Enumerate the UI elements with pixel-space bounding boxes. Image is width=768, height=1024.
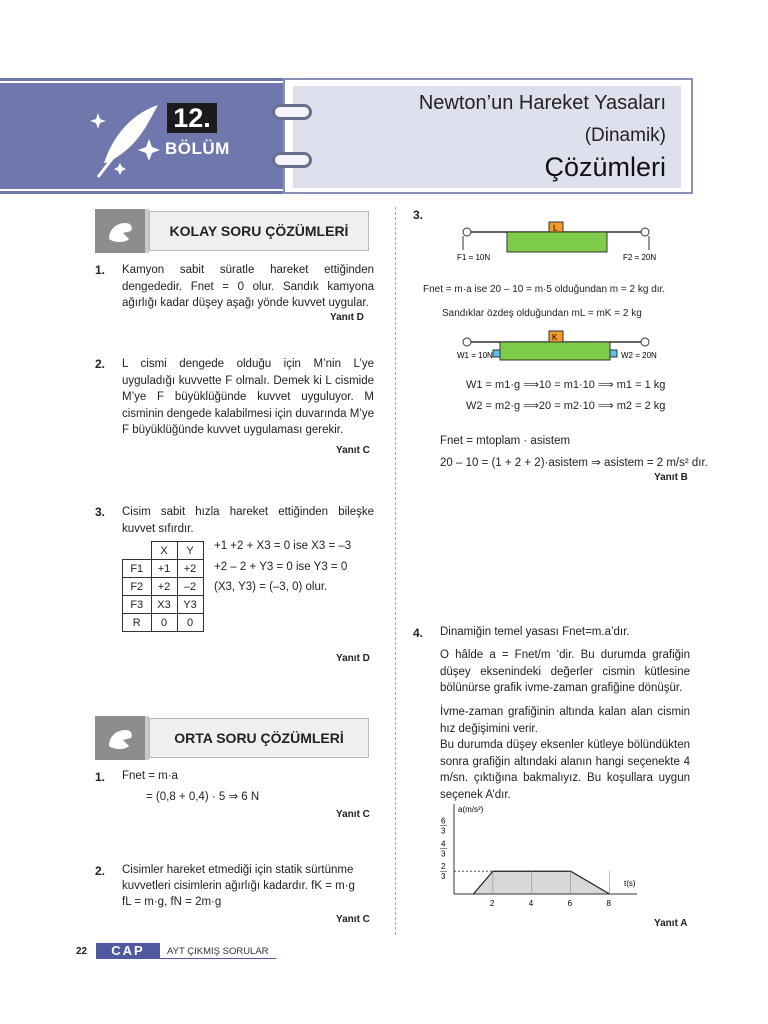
table-cell: R	[123, 614, 152, 632]
table-header: Y	[177, 542, 203, 560]
right-q4-l2: O hâlde a = Fnet/m ‘dir. Bu durumda grafiğin düşey eksenindeki değerler cismin kütlesine bölünürse grafik ivme-zaman grafiğine dönüşür.	[440, 649, 690, 694]
right-q3-eq6: 20 – 10 = (1 + 2 + 2)·asistem ⇒ asistem = 2 m/s² dır.	[440, 457, 708, 469]
hand-icon	[95, 716, 145, 760]
medium-q2-line3: fL = m·g, fN = 2m·g	[122, 896, 222, 908]
x-tick-label: 2	[489, 899, 495, 908]
table-cell: X3	[151, 596, 177, 614]
footer-rule	[96, 958, 276, 959]
header-band	[0, 83, 283, 189]
right-q3-eq3: W1 = m1·g ⟹10 = m1·10 ⟹ m1 = 1 kg	[466, 379, 666, 391]
right-q3-answer: Yanıt B	[654, 472, 688, 483]
easy-q3-eq2: +2 – 2 + Y3 = 0 ise Y3 = 0	[214, 561, 348, 573]
w1-label: W1 = 10N	[457, 351, 493, 360]
easy-q3-eq3: (X3, Y3) = (–3, 0) olur.	[214, 581, 328, 593]
table-cell: F1	[123, 560, 152, 578]
right-q3-eq2: Sandıklar özdeş olduğundan mL = mK = 2 kg	[442, 308, 642, 319]
x-tick-label: 6	[567, 899, 573, 908]
easy-section-header	[95, 209, 373, 253]
easy-q3-text: Cisim sabit hızla hareket ettiğinden bileşke kuvvet sıfırdır.	[122, 506, 374, 535]
page-subtitle: (Dinamik)	[584, 125, 666, 146]
x-tick-label: 8	[606, 899, 612, 908]
easy-q2-text: L cismi dengede olduğu için M’nin L’ye uyguladığı kuvvette F olmalı. Demek ki L cismide M’ye F büyüklüğünde kuvvet uyguluyor. M cisminin dengede kalabilmesi için duvarında M’ye F büyüklüğünde kuvvet uygulaması gerekir.	[122, 358, 374, 436]
right-q4-l3: İvme-zaman grafiğinin altında kalan alan cismin hız değişimini verir.	[440, 706, 690, 735]
f1-label: F1 = 10N	[457, 253, 491, 262]
table-cell: Y3	[177, 596, 203, 614]
easy-section-title: KOLAY SORU ÇÖZÜMLERİ	[149, 211, 369, 251]
easy-q1-text: Kamyon sabit süratle hareket ettiğinden dengededir. Fnet = 0 olur. Sandık kamyona ağırlığı kadar düşey aşağı yönde kuvvet uygular.	[122, 264, 374, 309]
x-tick-label: 4	[528, 899, 534, 908]
box-l-label: L	[553, 223, 558, 233]
force-table	[122, 541, 204, 632]
pulley-diagram-1	[455, 218, 665, 266]
table-cell	[123, 542, 152, 560]
question-number: 2.	[95, 864, 106, 878]
f2-label: F2 = 20N	[623, 253, 657, 262]
right-q3-eq1: Fnet = m·a ise 20 – 10 = m·5 olduğundan m = 2 kg dır.	[423, 284, 666, 295]
section-icon	[95, 209, 145, 253]
box-k-label: K	[552, 333, 558, 342]
right-q3-eq4: W2 = m2·g ⟹20 = m2·10 ⟹ m2 = 2 kg	[466, 400, 666, 412]
question-number: 2.	[95, 357, 106, 371]
right-q4-l4: Bu durumda düşey eksenler kütleye bölündükten sonra grafiğin altındaki alanın hangi seçenekte 4 m/sn. çıktığına bakmalıyız. Bu koşullara uygun seçenek A’dır.	[440, 739, 690, 801]
table-cell: –2	[177, 578, 203, 596]
question-number: 1.	[95, 770, 106, 784]
easy-q3-eq1: +1 +2 + X3 = 0 ise X3 = –3	[214, 540, 352, 552]
right-q4-answer: Yanıt A	[654, 918, 688, 929]
header-stripe-bottom	[0, 191, 283, 194]
y-tick-denominator: 3	[441, 872, 446, 882]
feather-logo-icon	[84, 93, 170, 185]
question-number: 4.	[413, 626, 424, 640]
question-number: 3.	[95, 505, 106, 519]
y-tick-numerator: 2	[441, 862, 446, 872]
w2-label: W2 = 20N	[621, 351, 657, 360]
table-cell: +1	[151, 560, 177, 578]
medium-section-header	[95, 716, 373, 760]
right-q4-l1: Dinamiğin temel yasası Fnet=m.a’dır.	[440, 626, 630, 638]
acceleration-time-chart	[430, 802, 650, 912]
question-number: 1.	[95, 263, 106, 277]
medium-q1-answer: Yanıt C	[336, 809, 370, 820]
page-heading: Çözümleri	[544, 152, 666, 182]
header-stripe-top	[0, 78, 283, 81]
y-tick-denominator: 3	[441, 826, 446, 836]
footer-text: AYT ÇIKMIŞ SORULAR	[167, 946, 269, 957]
table-cell: F3	[123, 596, 152, 614]
y-tick-denominator: 3	[441, 849, 446, 859]
easy-q1-answer: Yanıt D	[330, 312, 364, 323]
page-number: 22	[76, 946, 88, 957]
y-tick-numerator: 4	[441, 839, 446, 849]
hand-icon	[95, 209, 145, 253]
brand-logo: CAP	[96, 943, 160, 958]
chapter-number: 12.	[167, 103, 217, 133]
chapter-word: BÖLÜM	[165, 139, 230, 158]
medium-q2-line1: Cisimler hareket etmediği için statik sürtünme	[122, 864, 354, 876]
y-axis-label: a(m/s²)	[458, 805, 484, 814]
x-axis-label: t(s)	[624, 879, 636, 888]
table-cell: +2	[177, 560, 203, 578]
table-cell: 0	[177, 614, 203, 632]
easy-q3-answer: Yanıt D	[336, 653, 370, 664]
table-cell: 0	[151, 614, 177, 632]
page-title: Newton’un Hareket Yasaları	[418, 92, 666, 114]
table-header: X	[151, 542, 177, 560]
medium-q1-line2: = (0,8 + 0,4) · 5 ⇒ 6 N	[146, 791, 260, 803]
column-divider	[395, 207, 397, 935]
medium-q2-line2: kuvvetleri cisimlerin ağırlığı kadardır. fK = m·g	[122, 880, 355, 892]
medium-section-title: ORTA SORU ÇÖZÜMLERİ	[149, 718, 369, 758]
right-q3-eq5: Fnet = mtoplam · asistem	[440, 435, 571, 447]
pulley-diagram-2	[455, 328, 665, 366]
table-cell: +2	[151, 578, 177, 596]
medium-q1-line1: Fnet = m·a	[122, 770, 178, 782]
medium-q2-answer: Yanıt C	[336, 914, 370, 925]
easy-q2-answer: Yanıt C	[336, 445, 370, 456]
section-icon	[95, 716, 145, 760]
table-cell: F2	[123, 578, 152, 596]
y-tick-numerator: 6	[441, 816, 446, 826]
question-number: 3.	[413, 208, 424, 222]
